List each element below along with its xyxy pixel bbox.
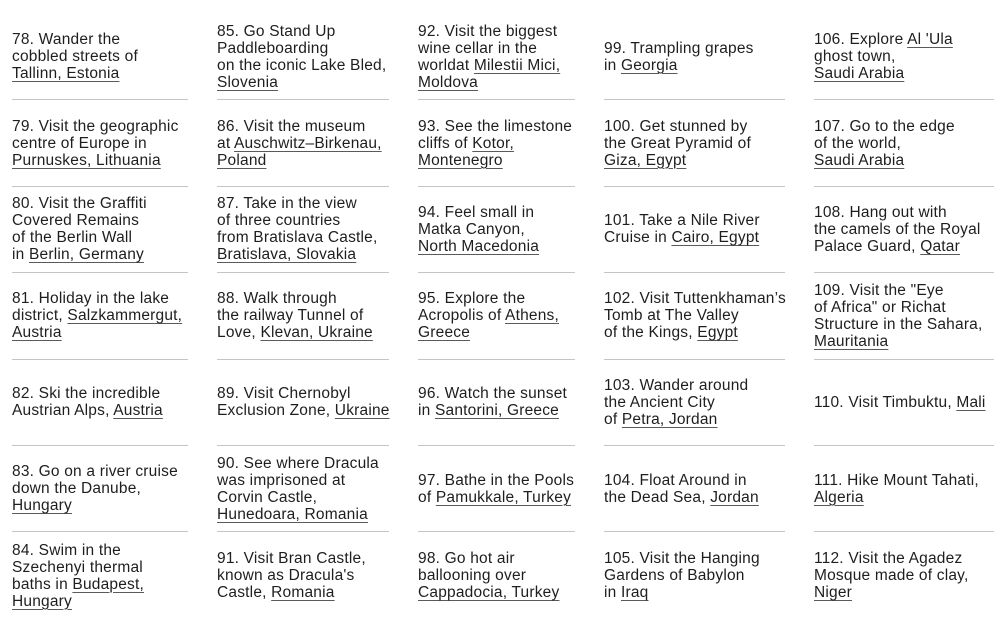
- location-link[interactable]: Egypt: [697, 324, 738, 342]
- item-text: on the iconic Lake Bled,: [217, 56, 387, 74]
- location-link[interactable]: North Macedonia: [418, 237, 540, 255]
- item-text: 112. Visit the Agadez: [814, 550, 963, 568]
- item-line: [814, 135, 994, 152]
- location-link[interactable]: Austria: [113, 402, 163, 420]
- item-text: Szechenyi thermal: [12, 558, 143, 576]
- item-line: [418, 290, 575, 307]
- item-line: [12, 65, 188, 82]
- item-line: [814, 567, 994, 584]
- item-text: the camels of the Royal: [814, 220, 981, 238]
- list-item-79: [12, 100, 188, 186]
- item-text: in: [604, 56, 621, 74]
- list-item-96: [418, 360, 575, 446]
- location-link[interactable]: Hungary: [12, 497, 72, 515]
- item-text: 79. Visit the geographic: [12, 117, 179, 135]
- location-link[interactable]: Klevan, Ukraine: [260, 324, 373, 342]
- item-text: of: [418, 488, 436, 506]
- item-line: [12, 324, 188, 341]
- item-text: 105. Visit the Hanging: [604, 550, 760, 568]
- item-line: [217, 23, 389, 40]
- item-line: [604, 152, 785, 169]
- item-line: [418, 550, 575, 567]
- location-link[interactable]: Auschwitz–Birkenau,: [233, 134, 382, 152]
- item-line: [217, 152, 389, 169]
- item-line: [814, 31, 994, 48]
- item-line: [418, 152, 575, 169]
- item-text: Paddleboarding: [217, 39, 329, 57]
- item-line: [418, 238, 575, 255]
- list-item-104: [604, 446, 785, 532]
- item-line: [217, 489, 389, 506]
- item-line: [12, 212, 188, 229]
- location-link[interactable]: Jordan: [710, 488, 759, 506]
- list-item-95: [418, 273, 575, 359]
- list-item-103: [604, 360, 785, 446]
- item-line: [418, 23, 575, 40]
- item-line: [217, 135, 389, 152]
- list-item-89: [217, 360, 389, 446]
- item-text: 80. Visit the Graffiti: [12, 195, 147, 213]
- item-text: 110. Visit Timbuktu,: [814, 393, 957, 411]
- item-line: [12, 480, 188, 497]
- item-text: centre of Europe in: [12, 134, 147, 152]
- item-text: 81. Holiday in the lake: [12, 290, 170, 308]
- item-line: [814, 333, 994, 350]
- location-link[interactable]: Romania: [271, 584, 335, 602]
- item-text: Structure in the Sahara,: [814, 315, 983, 333]
- item-text: baths in: [12, 575, 73, 593]
- item-text: Tomb at The Valley: [604, 307, 739, 325]
- item-text: 107. Go to the edge: [814, 117, 955, 135]
- item-text: 108. Hang out with: [814, 203, 947, 221]
- item-line: [814, 299, 994, 316]
- item-line: [418, 472, 575, 489]
- location-link[interactable]: Georgia: [620, 56, 678, 74]
- item-text: Matka Canyon,: [418, 220, 525, 238]
- item-text: Acropolis of: [418, 307, 506, 325]
- list-item-90: [217, 446, 389, 532]
- item-text: from Bratislava Castle,: [217, 229, 378, 247]
- list-item-97: [418, 446, 575, 532]
- location-link[interactable]: Pamukkale, Turkey: [435, 488, 572, 506]
- location-link[interactable]: Cairo, Egypt: [671, 229, 760, 247]
- item-line: [12, 152, 188, 169]
- item-text: 93. See the limestone: [418, 117, 573, 135]
- list-item-109: [814, 273, 994, 359]
- item-line: [604, 212, 785, 229]
- location-link[interactable]: Slovenia: [217, 73, 279, 91]
- item-line: [814, 65, 994, 82]
- item-text: 94. Feel small in: [418, 203, 535, 221]
- item-text: 97. Bathe in the Pools: [418, 471, 575, 489]
- item-line: [814, 489, 994, 506]
- item-text: 104. Float Around in: [604, 471, 747, 489]
- item-line: [12, 576, 188, 593]
- item-text: 85. Go Stand Up: [217, 22, 336, 40]
- item-text: 96. Watch the sunset: [418, 385, 568, 403]
- location-link[interactable]: Ukraine: [334, 402, 390, 420]
- item-text: 100. Get stunned by: [604, 117, 748, 135]
- item-text: the Great Pyramid of: [604, 134, 752, 152]
- item-line: [604, 118, 785, 135]
- location-link[interactable]: Purnuskes, Lithuania: [12, 151, 161, 169]
- item-text: 101. Take a Nile River: [604, 212, 760, 230]
- item-line: [217, 74, 389, 91]
- item-line: [217, 307, 389, 324]
- list-item-101: [604, 187, 785, 273]
- item-text: was imprisoned at: [217, 471, 346, 489]
- item-line: [814, 584, 994, 601]
- location-link[interactable]: Algeria: [814, 488, 864, 506]
- item-line: [217, 118, 389, 135]
- item-text: in: [604, 584, 621, 602]
- list-item-84: [12, 532, 188, 618]
- item-text: the railway Tunnel of: [217, 307, 364, 325]
- list-item-92: [418, 14, 575, 100]
- list-item-88: [217, 273, 389, 359]
- location-link[interactable]: Kotor,: [472, 134, 514, 152]
- item-line: [217, 567, 389, 584]
- item-line: [418, 489, 575, 506]
- item-text: Gardens of Babylon: [604, 567, 745, 585]
- item-line: [12, 463, 188, 480]
- item-text: wine cellar in the: [418, 39, 538, 57]
- item-line: [604, 489, 785, 506]
- location-link[interactable]: Bratislava, Slovakia: [217, 246, 357, 264]
- location-link[interactable]: Berlin, Germany: [28, 246, 144, 264]
- item-line: [217, 506, 389, 523]
- item-text: 89. Visit Chernobyl: [217, 385, 351, 403]
- list-item-106: [814, 14, 994, 100]
- item-line: [12, 195, 188, 212]
- item-line: [217, 195, 389, 212]
- item-text: Castle,: [217, 584, 272, 602]
- item-line: [12, 593, 188, 610]
- location-link[interactable]: Mauritania: [814, 332, 889, 350]
- item-text: at: [217, 134, 234, 152]
- list-item-102: [604, 273, 785, 359]
- item-line: [418, 385, 575, 402]
- item-text: 82. Ski the incredible: [12, 385, 161, 403]
- list-item-110: [814, 360, 994, 446]
- item-text: of the Berlin Wall: [12, 229, 133, 247]
- list-item-85: [217, 14, 389, 100]
- item-line: [418, 57, 575, 74]
- item-text: 106. Explore: [814, 31, 908, 49]
- location-link[interactable]: Saudi Arabia: [814, 151, 905, 169]
- item-text: in: [418, 402, 435, 420]
- item-text: 91. Visit Bran Castle,: [217, 550, 366, 568]
- item-text: 102. Visit Tuttenkhaman’s: [604, 290, 786, 308]
- item-line: [418, 204, 575, 221]
- item-line: [604, 135, 785, 152]
- item-text: 95. Explore the: [418, 290, 526, 308]
- item-text: 83. Go on a river cruise: [12, 463, 178, 481]
- item-line: [604, 229, 785, 246]
- list-item-99: [604, 14, 785, 100]
- item-text: in: [12, 246, 29, 264]
- location-link[interactable]: Mali: [956, 393, 986, 411]
- item-line: [217, 229, 389, 246]
- item-line: [12, 31, 188, 48]
- item-text: 87. Take in the view: [217, 195, 357, 213]
- item-line: [604, 567, 785, 584]
- item-text: Corvin Castle,: [217, 488, 318, 506]
- location-link[interactable]: Hungary: [12, 592, 72, 610]
- list-item-81: [12, 273, 188, 359]
- item-line: [814, 152, 994, 169]
- item-text: Love,: [217, 324, 261, 342]
- location-link[interactable]: Al 'Ula: [907, 31, 953, 49]
- item-text: 86. Visit the museum: [217, 117, 366, 135]
- list-item-87: [217, 187, 389, 273]
- location-link[interactable]: Greece: [418, 324, 471, 342]
- item-line: [604, 57, 785, 74]
- location-link[interactable]: Poland: [217, 151, 267, 169]
- location-link[interactable]: Niger: [814, 584, 853, 602]
- item-text: Mosque made of clay,: [814, 567, 969, 585]
- item-text: 78. Wander the: [12, 31, 121, 49]
- item-line: [217, 324, 389, 341]
- item-text: 90. See where Dracula: [217, 454, 379, 472]
- list-item-78: [12, 14, 188, 100]
- item-text: Covered Remains: [12, 212, 140, 230]
- list-item-111: [814, 446, 994, 532]
- item-line: [604, 411, 785, 428]
- item-line: [814, 238, 994, 255]
- list-item-107: [814, 100, 994, 186]
- item-text: Palace Guard,: [814, 237, 921, 255]
- item-text: of three countries: [217, 212, 341, 230]
- item-line: [814, 48, 994, 65]
- list-item-105: [604, 532, 785, 618]
- item-line: [814, 118, 994, 135]
- location-link[interactable]: Milestii Mici,: [473, 56, 561, 74]
- location-link[interactable]: Hunedoara, Romania: [217, 505, 368, 523]
- item-text: 109. Visit the "Eye: [814, 281, 944, 299]
- item-line: [418, 118, 575, 135]
- item-text: 103. Wander around: [604, 376, 749, 394]
- item-line: [12, 118, 188, 135]
- item-text: Exclusion Zone,: [217, 402, 335, 420]
- item-text: cobbled streets of: [12, 48, 138, 66]
- list-item-108: [814, 187, 994, 273]
- list-item-94: [418, 187, 575, 273]
- item-line: [604, 290, 785, 307]
- item-text: ballooning over: [418, 567, 527, 585]
- item-text: cliffs of: [418, 134, 473, 152]
- item-line: [604, 550, 785, 567]
- item-text: district,: [12, 307, 68, 325]
- item-text: 88. Walk through: [217, 290, 337, 308]
- item-text: the Dead Sea,: [604, 488, 711, 506]
- item-line: [604, 377, 785, 394]
- list-item-93: [418, 100, 575, 186]
- location-link[interactable]: Salzkammergut,: [67, 307, 183, 325]
- location-link[interactable]: Cappadocia, Turkey: [418, 584, 560, 602]
- list-item-86: [217, 100, 389, 186]
- item-line: [12, 135, 188, 152]
- item-line: [814, 394, 994, 411]
- list-item-82: [12, 360, 188, 446]
- item-line: [418, 40, 575, 57]
- list-item-91: [217, 532, 389, 618]
- list-item-80: [12, 187, 188, 273]
- item-text: 92. Visit the biggest: [418, 22, 558, 40]
- list-item-112: [814, 532, 994, 618]
- location-link[interactable]: Qatar: [920, 237, 960, 255]
- item-text: ghost town,: [814, 48, 896, 66]
- item-text: 99. Trampling grapes: [604, 39, 754, 57]
- item-line: [814, 221, 994, 238]
- item-line: [418, 584, 575, 601]
- item-line: [604, 584, 785, 601]
- location-link[interactable]: Iraq: [620, 584, 649, 602]
- item-text: 84. Swim in the: [12, 541, 121, 559]
- list-item-100: [604, 100, 785, 186]
- item-line: [418, 324, 575, 341]
- item-line: [418, 74, 575, 91]
- item-line: [604, 307, 785, 324]
- item-text: down the Danube,: [12, 480, 142, 498]
- item-line: [217, 290, 389, 307]
- item-line: [12, 48, 188, 65]
- location-link[interactable]: Santorini, Greece: [434, 402, 560, 420]
- item-line: [604, 40, 785, 57]
- item-line: [12, 290, 188, 307]
- item-line: [418, 221, 575, 238]
- list-item-98: [418, 532, 575, 618]
- list-item-83: [12, 446, 188, 532]
- item-line: [814, 472, 994, 489]
- item-text: of the world,: [814, 134, 902, 152]
- item-line: [12, 542, 188, 559]
- location-link[interactable]: Athens,: [505, 307, 560, 325]
- location-link[interactable]: Saudi Arabia: [814, 65, 905, 83]
- item-text: 111. Hike Mount Tahati,: [814, 471, 979, 489]
- item-line: [217, 472, 389, 489]
- item-text: the Ancient City: [604, 393, 715, 411]
- item-line: [217, 385, 389, 402]
- item-line: [217, 246, 389, 263]
- item-line: [12, 246, 188, 263]
- item-line: [814, 282, 994, 299]
- item-line: [12, 497, 188, 514]
- location-link[interactable]: Austria: [12, 324, 62, 342]
- item-line: [12, 402, 188, 419]
- item-text: of Africa" or Richat: [814, 298, 946, 316]
- item-line: [12, 385, 188, 402]
- location-link[interactable]: Petra, Jordan: [621, 410, 718, 428]
- item-line: [217, 57, 389, 74]
- item-text: Austrian Alps,: [12, 402, 114, 420]
- location-link[interactable]: Montenegro: [418, 151, 503, 169]
- location-link[interactable]: Tallinn, Estonia: [12, 65, 120, 83]
- item-line: [604, 324, 785, 341]
- item-line: [418, 135, 575, 152]
- item-text: of the Kings,: [604, 324, 698, 342]
- location-link[interactable]: Budapest,: [72, 575, 145, 593]
- item-line: [814, 316, 994, 333]
- item-line: [418, 402, 575, 419]
- item-line: [12, 559, 188, 576]
- item-line: [217, 584, 389, 601]
- location-link[interactable]: Moldova: [418, 73, 478, 91]
- item-line: [418, 307, 575, 324]
- item-line: [217, 550, 389, 567]
- item-text: of: [604, 410, 622, 428]
- item-line: [12, 229, 188, 246]
- item-line: [418, 567, 575, 584]
- item-line: [217, 40, 389, 57]
- item-text: Cruise in: [604, 229, 672, 247]
- item-line: [217, 212, 389, 229]
- location-link[interactable]: Giza, Egypt: [604, 151, 687, 169]
- item-text: worldat: [418, 56, 474, 74]
- item-line: [814, 204, 994, 221]
- item-text: 98. Go hot air: [418, 550, 515, 568]
- item-line: [604, 394, 785, 411]
- item-line: [814, 550, 994, 567]
- item-text: known as Dracula's: [217, 567, 355, 585]
- item-line: [217, 402, 389, 419]
- item-line: [217, 455, 389, 472]
- item-line: [604, 472, 785, 489]
- item-line: [12, 307, 188, 324]
